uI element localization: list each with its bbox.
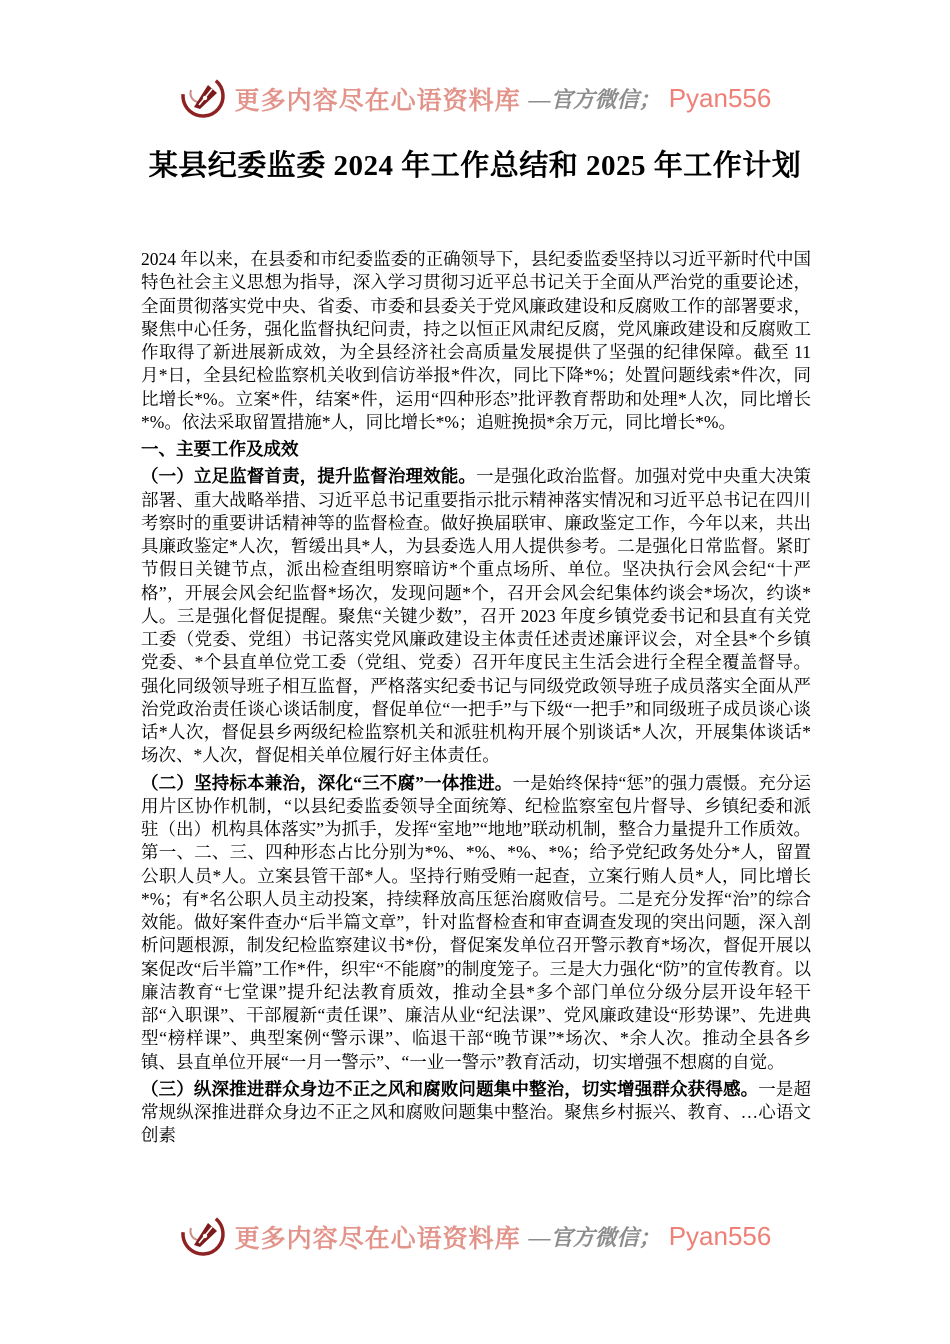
paragraph-intro	[141, 248, 811, 434]
paragraph-2-lead: （二）坚持标本兼治，深化“三不腐”一体推进。	[141, 772, 513, 793]
section-heading-main-work: 一、主要工作及成效	[141, 439, 299, 459]
watermark-text: 更多内容尽在心语资料库	[234, 1225, 521, 1253]
paragraph-2-text: 一是始终保持“惩”的强力震慑。充分运用片区协作机制，“以县纪委监委领导全面统筹、纪检监察室包片督导、乡镇纪委和派驻（出）机构具体落实”为抓手，发挥“室地”“地地”联动机制，整合力量提升工作质效。第一、二、三、四种形态占比分别为*%、*%、*%、*%；给予党纪政务处分*人，留置公职人员*人。立案县管干部*人。坚持行贿受贿一起查，立案行贿人员*人，同比增长*%；有*名公职人员主动投案，持续释放高压惩治腐败信号。二是充分发挥“治”的综合效能。做好案件查办“后半篇文章”，针对监督检查和审查调查发现的突出问题，深入剖析问题根源，制发纪检监察建议书*份，督促案发单位召开警示教育*场次，督促开展以案促改“后半篇”工作*件，织牢“不能腐”的制度笼子。三是大力强化“防”的宣传教育。以廉洁教育“七堂课”提升纪法教育质效，推动全县*多个部门单位分级分层开设年轻干部“入职课”、干部履新“责任课”、廉洁从业“纪法课”、党风廉政建设“形势课”、先进典型“榜样课”、典型案例“警示课”、临退干部“晚节课”*场次、*余人次。推动全县各乡镇、县直单位开展“一月一警示”、“一业一警示”教育活动，切实增强不想腐的自觉。	[141, 772, 811, 1072]
pen-stamp-logo-icon	[179, 72, 227, 125]
watermark-wechat-id: Pyan556	[668, 1221, 772, 1251]
footer-watermark	[0, 1210, 950, 1263]
paragraph-3-text: 一是超常规纵深推进群众身边不正之风和腐败问题集中整治。聚焦乡村振兴、教育、…心语文创素	[141, 1078, 812, 1146]
paragraph-3-lead: （三）纵深推进群众身边不正之风和腐败问题集中整治，切实增强群众获得感。	[141, 1078, 759, 1099]
pen-stamp-logo-icon	[179, 1210, 227, 1263]
paragraph-section-2	[141, 772, 811, 1074]
paragraph-intro-text: 2024 年以来，在县委和市纪委监委的正确领导下，县纪委监委坚持以习近平新时代中国特色社会主义思想为指导，深入学习贯彻习近平总书记关于全面从严治党的重要论述，全面贯彻落实党中央、省委、市委和县委关于党风廉政建设和反腐败工作的部署要求，聚焦中心任务，强化监督执纪问责，持之以恒正风肃纪反腐，党风廉政建设和反腐败工作取得了新进展新成效，为全县经济社会高质量发展提供了坚强的纪律保障。截至 11 月*日，全县纪检监察机关收到信访举报*件次，同比下降*%；处置问题线索*件次，同比增长*%。立案*件，结案*件，运用“四种形态”批评教育帮助和处理*人次，同比增长*%。依法采取留置措施*人，同比增长*%；追赃挽损*余万元，同比增长*%。	[141, 249, 811, 432]
watermark-text: 更多内容尽在心语资料库	[234, 87, 521, 115]
watermark-wechat-label: —官方微信；	[528, 1225, 661, 1250]
watermark-wechat-label: —官方微信；	[528, 87, 661, 112]
header-watermark	[0, 72, 950, 125]
paragraph-section-1	[141, 465, 811, 767]
paragraph-1-text: 一是强化政治监督。加强对党中央重大决策部署、重大战略举措、习近平总书记重要指示批示精神落实情况和习近平总书记在四川考察时的重要讲话精神等的监督检查。做好换届联审、廉政鉴定工作，今年以来，共出具廉政鉴定*人次，暂缓出具*人，为县委选人用人提供参考。二是强化日常监督。紧盯节假日关键节点，派出检查组明察暗访*个重点场所、单位。坚决执行会风会纪“十严格”，开展会风会纪监督*场次，发现问题*个，召开会风会纪集体约谈会*场次，约谈*人。三是强化督促提醒。聚焦“关键少数”，召开 2023 年度乡镇党委书记和县直有关党工委（党委、党组）书记落实党风廉政建设主体责任述责述廉评议会，对全县*个乡镇党委、*个县直单位党工委（党组、党委）召开年度民主生活会进行全程全覆盖督导。强化同级领导班子相互监督，严格落实纪委书记与同级党政领导班子成员落实全面从严治党政治责任谈心谈话制度，督促单位“一把手”与下级“一把手”和同级班子成员谈心谈话*人次，督促县乡两级纪检监察机关和派驻机构开展个别谈话*人次，开展集体谈话*场次、*人次，督促相关单位履行好主体责任。	[141, 466, 812, 766]
watermark-wechat-id: Pyan556	[668, 83, 772, 113]
paragraph-1-lead: （一）立足监督首责，提升监督治理效能。	[141, 466, 477, 487]
paragraph-section-3	[141, 1078, 811, 1148]
document-body	[141, 248, 811, 1148]
document-title: 某县纪委监委 2024 年工作总结和 2025 年工作计划	[148, 150, 802, 182]
